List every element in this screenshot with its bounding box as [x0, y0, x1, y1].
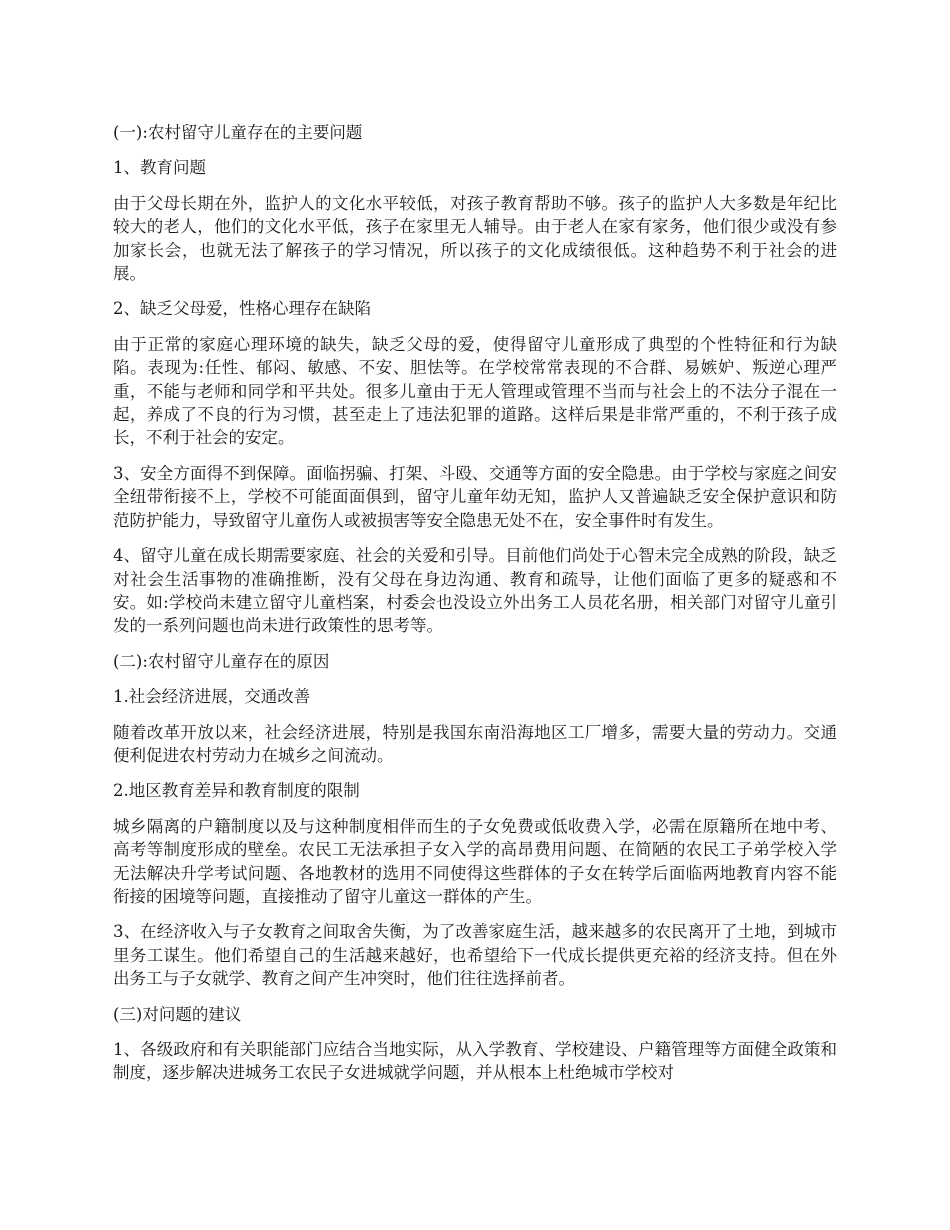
subheading-parental-love: 2、缺乏父母爱，性格心理存在缺陷 [113, 299, 371, 319]
paragraph-safety: 3、安全方面得不到保障。面临拐骗、打架、斗殴、交通等方面的安全隐患。由于学校与家庭之间安全纽带衔接不上，学校不可能面面俱到，留守儿童年幼无知，监护人又普遍缺乏安全保护意识和防范防护能力，导致留守儿童伤人或被损害等安全隐患无处不在，安全事件时有发生。 [113, 463, 837, 530]
section-heading-causes: (二):农村留守儿童存在的原因 [113, 651, 330, 671]
subheading-economy: 1.社会经济进展，交通改善 [113, 687, 311, 707]
subheading-education-system: 2.地区教育差异和教育制度的限制 [113, 781, 360, 801]
paragraph-income-tradeoff: 3、在经济收入与子女教育之间取舍失衡，为了改善家庭生活，越来越多的农民离开了土地，到城市里务工谋生。他们希望自己的生活越来越好，也希望给下一代成长提供更充裕的经济支持。但在外出务工与子女就学、教育之间产生冲突时，他们往往选择前者。 [113, 922, 837, 989]
section-heading-problems: (一):农村留守儿童存在的主要问题 [113, 123, 363, 142]
paragraph-education: 由于父母长期在外，监护人的文化水平较低，对孩子教育帮助不够。孩子的监护人大多数是年纪比较大的老人，他们的文化水平低，孩子在家里无人辅导。由于老人在家有家务，他们很少或没有参加家长会，也就无法了解孩子的学习情况，所以孩子的文化成绩很低。这种趋势不利于社会的进展。 [113, 193, 837, 284]
section-heading-suggestions: (三)对问题的建议 [113, 1004, 242, 1024]
paragraph-economy: 随着改革开放以来，社会经济进展，特别是我国东南沿海地区工厂增多，需要大量的劳动力。交通便利促进农村劳动力在城乡之间流动。 [113, 722, 837, 765]
paragraph-psychology: 由于正常的家庭心理环境的缺失，缺乏父母的爱，使得留守儿童形成了典型的个性特征和行为缺陷。表现为:任性、郁闷、敏感、不安、胆怯等。在学校常常表现的不合群、易嫉妒、叛逆心理严重，不能与老师和同学和平共处。很多儿童由于无人管理或管理不当而与社会上的不法分子混在一起，养成了不良的行为习惯，甚至走上了违法犯罪的道路。这样后果是非常严重的，不利于孩子成长，不利于社会的安定。 [113, 334, 837, 448]
paragraph-suggestion-1: 1、各级政府和有关职能部门应结合当地实际，从入学教育、学校建设、户籍管理等方面健全政策和制度，逐步解决进城务工农民子女进城就学问题，并从根本上杜绝城市学校对 [113, 1040, 837, 1083]
subheading-education: 1、教育问题 [113, 158, 206, 178]
paragraph-education-system: 城乡隔离的户籍制度以及与这种制度相伴而生的子女免费或低收费入学，必需在原籍所在地中考、高考等制度形成的壁垒。农民工无法承担子女入学的高昂费用问题、在简陋的农民工子弟学校入学无法解决升学考试问题、各地教材的选用不同使得这些群体的子女在转学后面临两地教育内容不能衔接的困境等问题，直接推动了留守儿童这一群体的产生。 [113, 816, 837, 906]
paragraph-care-guidance: 4、留守儿童在成长期需要家庭、社会的关爱和引导。目前他们尚处于心智未完全成熟的阶段，缺乏对社会生活事物的准确推断，没有父母在身边沟通、教育和疏导，让他们面临了更多的疑惑和不安。如:学校尚未建立留守儿童档案，村委会也没设立外出务工人员花名册，相关部门对留守儿童引发的一系列问题也尚未进行政策性的思考等。 [113, 546, 837, 636]
